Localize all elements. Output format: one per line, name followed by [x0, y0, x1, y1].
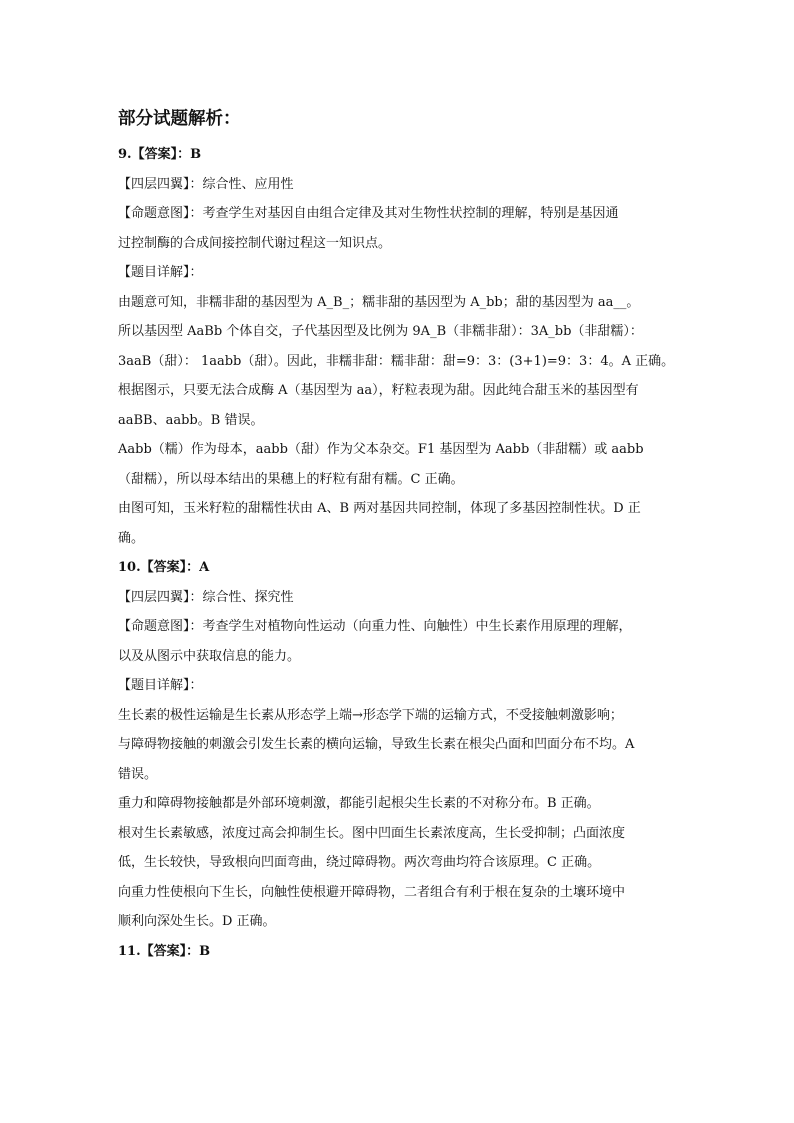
text-line: 向重力性使根向下生长，向触性使根避开障碍物，二者组合有利于根在复杂的土壤环境中	[118, 884, 626, 900]
text-line: 根据图示，只要无法合成酶 A（基因型为 aa），籽粒表现为甜。因此纯合甜玉米的基因型有	[118, 383, 639, 398]
document-page	[118, 104, 678, 966]
text-line: 【命题意图】：考查学生对植物向性运动（向重力性、向触性）中生长素作用原理的理解，	[118, 619, 632, 634]
text-line: aaBB、aabb。B 错误。	[118, 412, 264, 428]
text-line: 错误。	[118, 766, 158, 782]
text-line: 由题意可知，非糯非甜的基因型为 A_B_；糯非甜的基因型为 A_bb；甜的基因型为 aa__。	[118, 294, 640, 310]
text-line: 【四层四翼】：综合性、探究性	[118, 589, 294, 605]
text-line: 生长素的极性运输是生长素从形态学上端→形态学下端的运输方式，不受接触刺激影响；	[118, 707, 623, 723]
text-line: 顺利向深处生长。D 正确。	[118, 914, 276, 929]
answer-heading: 9.【答案】：B	[118, 147, 202, 162]
document-body	[118, 140, 678, 966]
text-line: Aabb（糯）作为母本，aabb（甜）作为父本杂交。F1 基因型为 Aabb（非甜糯）或 aabb	[118, 442, 644, 457]
section-title: 部分试题解析：	[118, 109, 241, 129]
text-line: 【四层四翼】：综合性、应用性	[118, 176, 294, 192]
text-line: 重力和障碍物接触都是外部环境刺激，都能引起根尖生长素的不对称分布。B 正确。	[118, 796, 600, 811]
text-line: 以及从图示中获取信息的能力。	[118, 648, 301, 664]
text-line: 【题目详解】：	[118, 265, 203, 280]
text-line: 3aaB（甜）： 1aabb（甜）。因此，非糯非甜：糯非甜：甜=9：3：(3+1)=9：3：4。A 正确。	[118, 353, 675, 369]
text-line: 过控制酶的合成间接控制代谢过程这一知识点。	[118, 235, 392, 251]
answer-heading: 11.【答案】：B	[118, 943, 211, 959]
answer-heading: 10.【答案】：A	[118, 560, 210, 575]
text-line: 与障碍物接触的刺激会引发生长素的横向运输，导致生长素在根尖凸面和凹面分布不均。A	[118, 737, 635, 752]
text-line: （甜糯），所以母本结出的果穗上的籽粒有甜有糯。C 正确。	[118, 471, 464, 487]
text-line: 确。	[118, 530, 145, 546]
text-line: 由图可知，玉米籽粒的甜糯性状由 A、B 两对基因共同控制，体现了多基因控制性状。D 正	[118, 501, 641, 516]
text-line: 【题目详解】：	[118, 678, 203, 693]
text-line: 所以基因型 AaBb 个体自交，子代基因型及比例为 9A_B（非糯非甜）：3A_bb（非甜糯）：	[118, 324, 643, 339]
text-line: 【命题意图】：考查学生对基因自由组合定律及其对生物性状控制的理解，特别是基因通	[118, 206, 619, 221]
text-line: 低，生长较快，导致根向凹面弯曲，绕过障碍物。两次弯曲均符合该原理。C 正确。	[118, 855, 601, 870]
text-line: 根对生长素敏感，浓度过高会抑制生长。图中凹面生长素浓度高，生长受抑制；凸面浓度	[118, 825, 626, 841]
